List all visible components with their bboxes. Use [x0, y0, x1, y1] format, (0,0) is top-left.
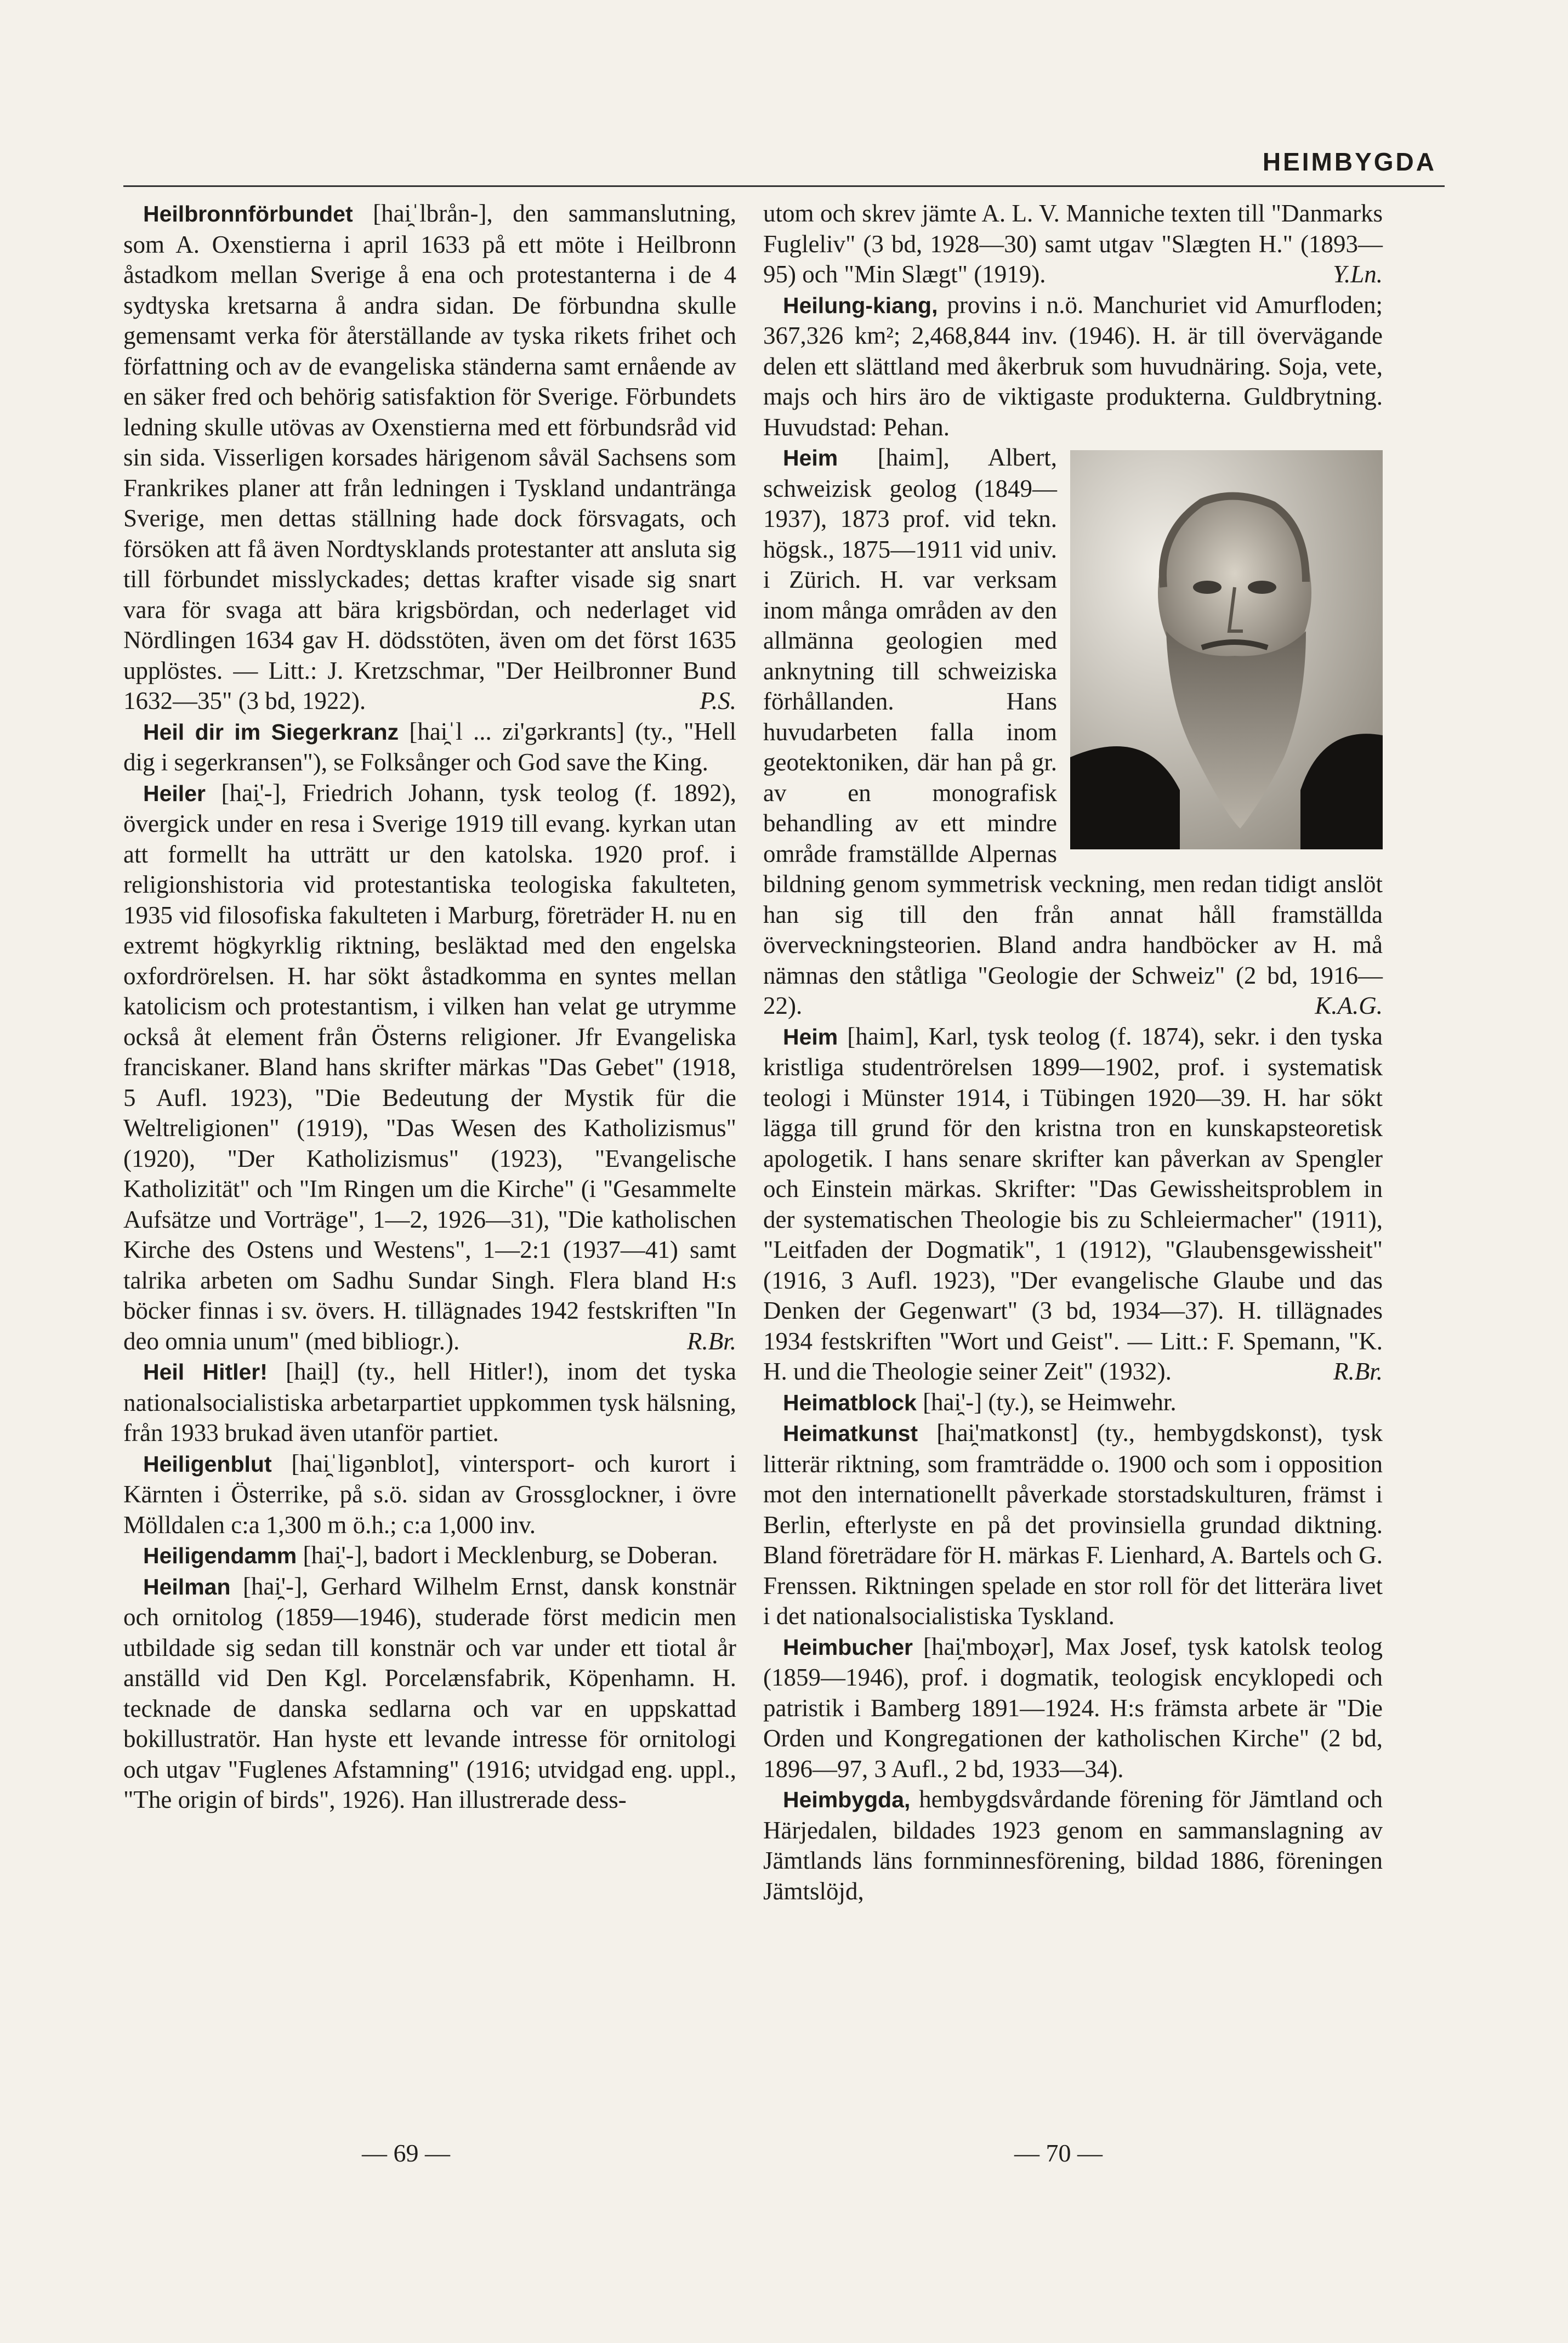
headword: Heiler [143, 780, 206, 806]
page-number-right: — 70 — [1014, 2139, 1103, 2167]
running-head: HEIMBYGDA [1262, 147, 1436, 176]
author-signature: P.S. [700, 687, 736, 714]
article-entry [763, 1387, 1383, 1419]
author-signature: K.A.G. [1315, 992, 1383, 1019]
headword: Heimatkunst [783, 1421, 918, 1446]
headword: Heim [783, 1024, 838, 1049]
article-entry [123, 1357, 736, 1449]
entry-body: provins i n.ö. Manchuriet vid Amurfloden; 367,326 km²; 2,468,844 inv. (1946). H. är till övervägande delen ett slättland med åkerbruk som huvudnäring. Soja, vete, majs och hirs äro de viktigaste produkterna. Guldbrytning. Huvudstad: Pehan. [763, 291, 1383, 441]
headword: Heimatblock [783, 1389, 917, 1415]
right-column [763, 198, 1383, 1907]
entry-body: [hai̯'-], Gerhard Wilhelm Ernst, dansk konstnär och ornitolog (1859—1946), studerade först medicin men utbildade sig sedan till konstnär och var under ett tiotal år anställd vid Den Kgl. Porcelænsfabrik, Köpenhamn. H. tecknade de danska sedlarna och var en uppskattad bokillustratör. Han hyste ett levande intresse för ornitologi och utgav "Fuglenes Afstamning" (1916; utvidgad eng. uppl., "The origin of birds", 1926). Han illustrerade dess- [123, 1572, 736, 1813]
entry-body: [hai̯ˈlbrån-], den sammanslutning, som A. Oxenstierna i april 1633 på ett möte i Heilbronn åstadkom mellan Sverige å ena och protestanterna i de 4 sydtyska kretsarna å andra sidan. De förbundna skulle gemensamt verka för återställande av tyska rikets frihet och författning och av de evangeliska ständerna samt ernående av en säker fred och behörig satisfaktion för Sverige. Förbundets ledning skulle utövas av Oxenstierna med ett förbundsråd vid sin sida. Visserligen korsades härigenom såväl Sachsens som Frankrikes planer att från ledningen i Tyskland undantränga Sverige, men dettas ställning hade dock försvagats, och försöken att få även Nordtysklands protestanter att ansluta sig till förbundet misslyckades; dettas krafter visade sig snart vara för svaga att bära krigsbördan, och nederlaget vid Nördlingen 1634 gav H. dödsstöten, även om det först 1635 upplöstes. — Litt.: J. Kretzschmar, "Der Heilbronner Bund 1632—35" (3 bd, 1922). [123, 200, 736, 714]
headword: Heilung-kiang, [783, 292, 938, 318]
entry-body: [haim], Albert, schweizisk geolog (1849—1937), 1873 prof. vid tekn. högsk., 1875—1911 vid univ. i Zürich. H. var verksam inom många områden av den allmänna geologien med anknytning till schweiziska förhållanden. Hans huvudarbeten falla inom geotektoniken, där han på gr. av en monografisk behandling av ett mindre område framställde Alpernas bildning genom symmetrisk veckning, men redan tidigt anslöt han sig till den från annat håll framställda överveckningsteorien. Bland andra handböcker av H. må nämnas den ståtliga "Geologie der Schweiz" (2 bd, 1916—22). [763, 444, 1383, 1019]
headword: Heilman [143, 1574, 231, 1599]
entry-body: [hai̯'-] (ty.), se Heimwehr. [916, 1388, 1177, 1416]
portrait-image [1070, 450, 1383, 849]
entry-body: utom och skrev jämte A. L. V. Manniche texten till "Danmarks Fugleliv" (3 bd, 1928—30) samt utgav "Slægten H." (1893—95) och "Min Slægt" (1919). [763, 200, 1383, 288]
headword: Heiligenblut [143, 1451, 272, 1477]
article-entry [123, 1572, 736, 1816]
entry-body: hembygdsvårdande förening för Jämtland och Härjedalen, bildades 1923 genom en sammanslagning av Jämtlands läns fornminnesförening, bildad 1886, föreningen Jämtslöjd, [763, 1785, 1383, 1905]
article-entry [763, 442, 1383, 1022]
entry-body: [hai̯'mboχər], Max Josef, tysk katolsk teolog (1859—1946), prof. i dogmatik, teologisk encyklopedi och patristik i Bamberg 1891—1924. H:s främsta arbete är "Die Orden und Kongregationen der katholischen Kirche" (2 bd, 1896—97, 3 Aufl., 2 bd, 1933—34). [763, 1632, 1383, 1783]
article-entry [763, 1022, 1383, 1387]
headword: Heimbygda, [783, 1787, 911, 1812]
portrait-photo-albert-heim [1070, 450, 1383, 849]
headword: Heil dir im Siegerkranz [143, 719, 399, 745]
article-entry [123, 1449, 736, 1541]
headword: Heilbronnförbundet [143, 201, 353, 226]
article-entry [763, 1632, 1383, 1785]
header-rule [123, 185, 1445, 187]
headword: Heimbucher [783, 1634, 913, 1660]
author-signature: Y.Ln. [1333, 260, 1383, 288]
article-entry [763, 1784, 1383, 1907]
author-signature: R.Br. [1333, 1358, 1383, 1385]
article-entry [123, 1540, 736, 1572]
entry-body: [hai̯'-], badort i Mecklenburg, se Doberan. [297, 1541, 718, 1569]
entry-body: [hai̯l] (ty., hell Hitler!), inom det tyska nationalsocialistiska arbetarpartiet uppkommen tysk hälsning, från 1933 brukad även utanför partiet. [123, 1358, 736, 1446]
article-entry [123, 778, 736, 1357]
article-entry [763, 290, 1383, 443]
article-entry [763, 1418, 1383, 1632]
entry-body: [haim], Karl, tysk teolog (f. 1874), sekr. i den tyska kristliga studentrörelsen 1899—1902, prof. i systematisk teologi i Münster 1914, i Tübingen 1920—39. H. har sökt lägga till grund för den kristna tron en kunskapsteoretisk apologetik. I hans senare skrifter kan påverkan av Spengler och Einstein märkas. Skrifter: "Das Gewissheitsproblem in der systematischen Theologie bis zu Schleiermacher" (1911), "Leitfaden der Dogmatik", 1 (1912), "Glaubensgewissheit" (1916, 3 Aufl. 1923), "Der evangelische Glaube und das Denken der Gegenwart" (3 bd, 1934—37). H. tillägnades 1934 festskriften "Wort und Geist". — Litt.: F. Spemann, "K. H. und die Theologie seiner Zeit" (1932). [763, 1022, 1383, 1385]
article-entry [123, 717, 736, 778]
headword: Heil Hitler! [143, 1359, 268, 1385]
article-entry [763, 198, 1383, 290]
headword: Heim [783, 445, 838, 470]
page-number-left: — 69 — [362, 2139, 450, 2167]
entry-body: [hai̯ˈl ... zi'gərkrants] (ty., "Hell dig i segerkransen"), se Folksånger och God save the King. [123, 717, 737, 776]
entry-body: [hai̯'-], Friedrich Johann, tysk teolog (f. 1892), övergick under en resa i Sverige 1919 till evang. kyrkan utan att formellt ha utträtt ur den katolska. 1920 prof. i religionshistoria vid protestantiska teologiska fakulteten, 1935 vid filosofiska fakulteten i Marburg, företräder H. nu en extremt högkyrklig riktning, besläktad med den engelska oxfordrörelsen. H. har sökt åstadkomma en syntes mellan katolicism och protestantism, i vilken han velat ge utrymme också åt element från Österns religioner. Jfr Evangeliska franciskaner. Bland hans skrifter märkas "Das Gebet" (1918, 5 Aufl. 1923), "Die Bedeutung der Mystik für die Weltreligionen" (1919), "Das Wesen des Katholizismus" (1920), "Der Katholizismus" (1923), "Evangelische Katholizität" och "Im Ringen um die Kirche" (i "Gesammelte Aufsätze und Vorträge", 1—2, 1926—31), "Die katholischen Kirche des Ostens und Westens", 1—2:1 (1937—41) samt talrika arbeten om Sadhu Sundar Singh. Flera bland H:s böcker finnas i sv. övers. H. tillägnades 1942 festskriften "In deo omnia unum" (med bibliogr.). [123, 779, 736, 1355]
entry-body: [hai̯'matkonst] (ty., hembygdskonst), tysk litterär riktning, som framträdde o. 1900 och som i opposition mot den internationellt påverkade storstadskulturen, främst i Berlin, efterlyste en på det provinsiella grundad diktning. Bland företrädare för H. märkas F. Lienhard, A. Bartels och G. Frenssen. Riktningen spelade en stor roll för det litterära livet i det nationalsocialistiska Tyskland. [763, 1419, 1383, 1630]
author-signature: R.Br. [687, 1327, 736, 1355]
article-entry [123, 198, 736, 717]
entry-body: [hai̯ˈligənblot], vintersport- och kurort i Kärnten i Österrike, på s.ö. sidan av Grossglockner, i övre Mölldalen c:a 1,300 m ö.h.; c:a 1,000 inv. [123, 1449, 736, 1539]
headword: Heiligendamm [143, 1543, 297, 1568]
left-column [123, 198, 736, 1816]
